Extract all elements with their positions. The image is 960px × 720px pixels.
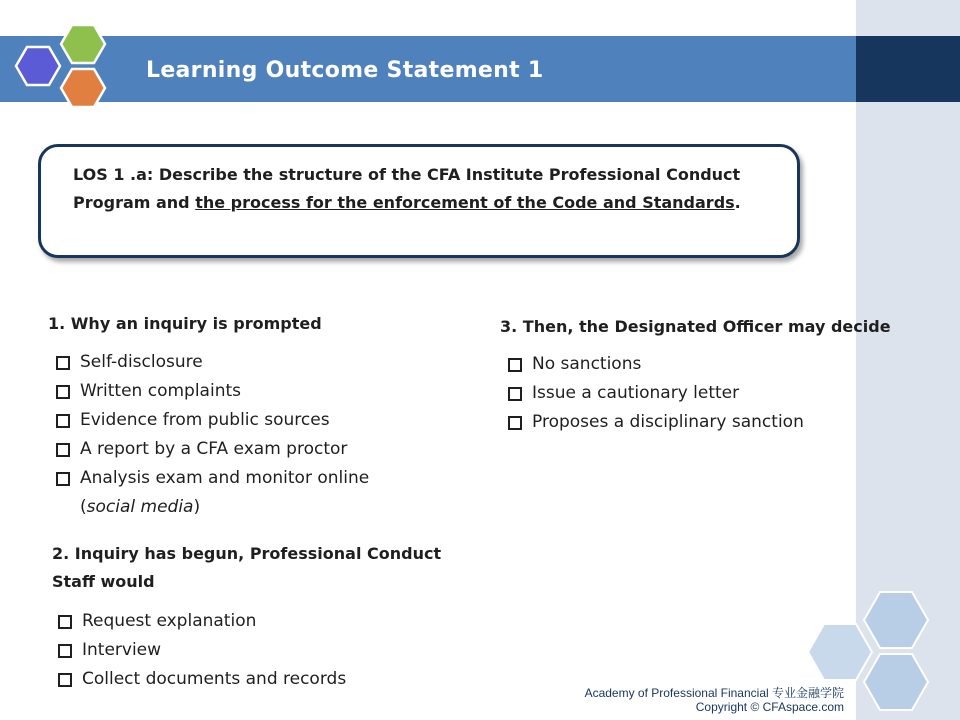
section2-heading: 2. Inquiry has begun, Professional Conduct Staff would [52, 544, 442, 591]
section3-heading: 3. Then, the Designated Officer may decide [500, 317, 891, 336]
square-bullet-icon [56, 414, 70, 428]
los-suffix: . [734, 193, 741, 212]
section3-list [504, 350, 804, 437]
square-bullet-icon [58, 615, 72, 629]
list-item: No sanctions [504, 350, 804, 379]
deco-hexagon-icon [864, 592, 928, 648]
hexagon-logo-icon [14, 22, 114, 114]
list-item: Written complaints [52, 377, 369, 406]
los-underlined-phrase: the process for the enforcement of the Code and Standards [195, 193, 735, 212]
section1-list [52, 348, 369, 522]
list-item: Request explanation [54, 607, 346, 636]
slide-title: Learning Outcome Statement 1 [146, 58, 544, 83]
square-bullet-icon [56, 472, 70, 486]
footer-copyright: Copyright © CFAspace.com [695, 700, 844, 714]
los-statement [73, 161, 793, 217]
square-bullet-icon [56, 356, 70, 370]
social-media-italic: social media [86, 497, 194, 517]
list-item: Evidence from public sources [52, 406, 369, 435]
list-item: Collect documents and records [54, 665, 346, 694]
hexagon-blue-icon [16, 47, 60, 85]
los-prefix: LOS 1 .a: Describe the structure of the CFA Institute Professional Conduct Program and [73, 165, 741, 212]
list-item: Issue a cautionary letter [504, 379, 804, 408]
footer-academy: Academy of Professional Financial 专业金融学院 [584, 686, 844, 700]
section2-list [54, 607, 346, 694]
title-bar-dark-block [856, 36, 960, 102]
list-item: Self-disclosure [52, 348, 369, 377]
square-bullet-icon [56, 385, 70, 399]
square-bullet-icon [508, 416, 522, 430]
square-bullet-icon [508, 358, 522, 372]
deco-hexagon-icon [864, 654, 928, 710]
list-item: A report by a CFA exam proctor [52, 435, 369, 464]
list-item: Analysis exam and monitor online (social media) [52, 464, 369, 522]
los-statement-box [38, 144, 800, 258]
square-bullet-icon [508, 387, 522, 401]
section1-heading: 1. Why an inquiry is prompted [48, 314, 322, 333]
hexagon-orange-icon [61, 69, 105, 107]
hexagon-green-icon [61, 25, 105, 63]
deco-hexagon-icon [808, 624, 872, 680]
square-bullet-icon [56, 443, 70, 457]
square-bullet-icon [58, 644, 72, 658]
list-item: Proposes a disciplinary sanction [504, 408, 804, 437]
square-bullet-icon [58, 673, 72, 687]
list-item: Interview [54, 636, 346, 665]
